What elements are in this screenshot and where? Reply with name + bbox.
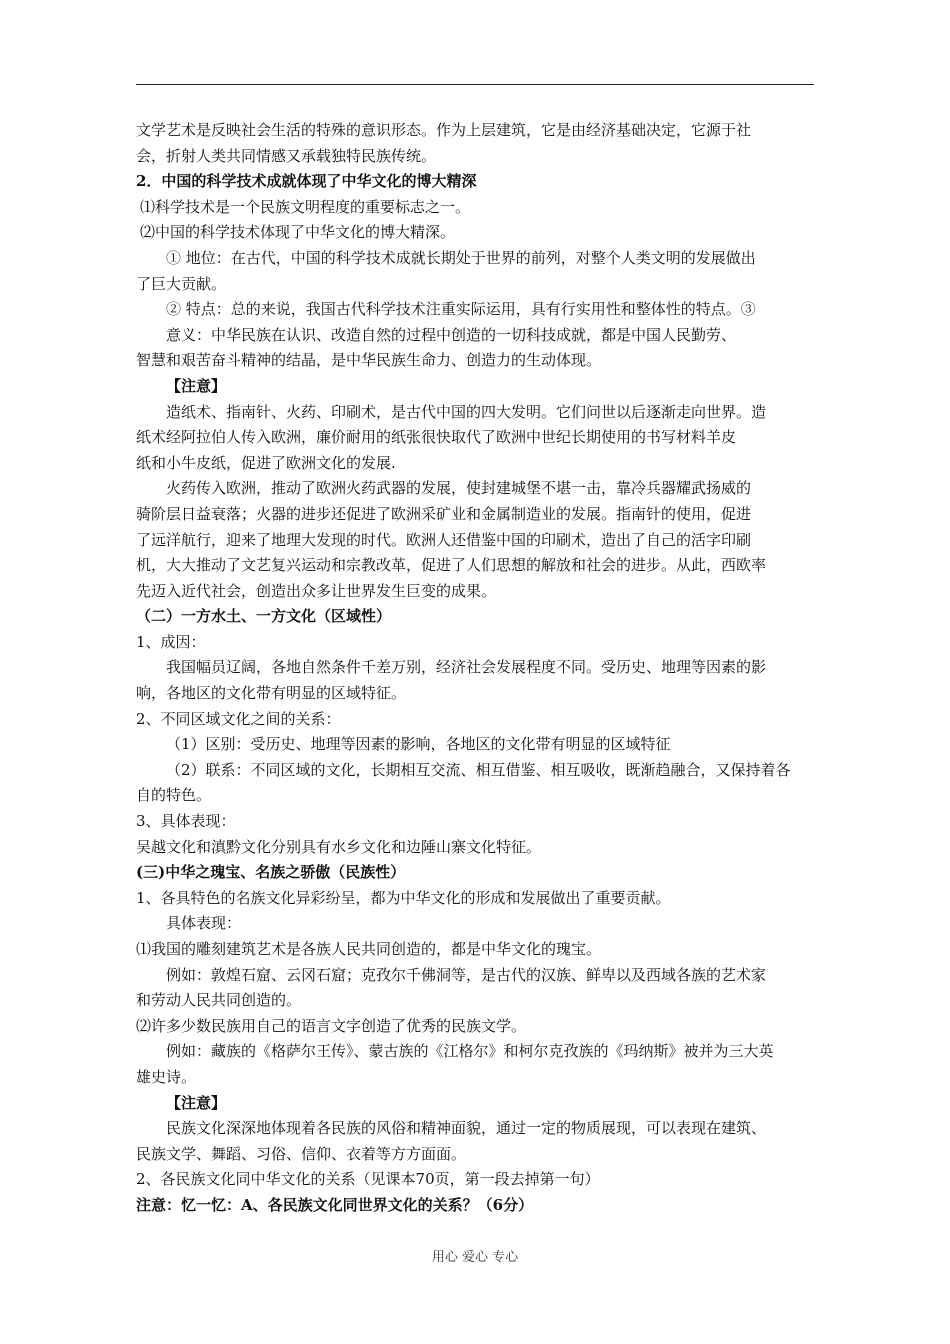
text-line: 注意：忆一忆：A、各民族文化同世界文化的关系？（6分） — [136, 1195, 534, 1214]
text-line: 1、成因： — [136, 632, 206, 651]
text-line: ⑴科学技术是一个民族文明程度的重要标志之一。 — [140, 197, 471, 216]
text-line: 【注意】 — [166, 1093, 227, 1112]
header-rule — [136, 84, 814, 85]
text-line: 造纸术、指南针、火药、印刷术，是古代中国的四大发明。它们问世以后逐渐走向世界。造 — [166, 402, 767, 421]
text-line: 民族文化深深地体现着各民族的风俗和精神面貌，通过一定的物质展现，可以表现在建筑、 — [166, 1119, 767, 1138]
text-line: 响，各地区的文化带有明显的区域特征。 — [136, 684, 407, 703]
text-line: 自的特色。 — [136, 786, 212, 805]
text-line: 例如：藏族的《格萨尔王传》、蒙古族的《江格尔》和柯尔克孜族的《玛纳斯》被并为三大英 — [166, 1042, 774, 1061]
text-line: 例如：敦煌石窟、云冈石窟；克孜尔千佛洞等，是古代的汉族、鲜卑以及西域各族的艺术家 — [166, 965, 767, 984]
document-body — [136, 118, 816, 1219]
text-line: 3、具体表现： — [136, 812, 236, 831]
text-line: 先迈入近代社会，创造出众多让世界发生巨变的成果。 — [136, 581, 497, 600]
text-line: 会，折射人类共同情感又承载独特民族传统。 — [136, 146, 437, 165]
text-line: 【注意】 — [166, 376, 227, 395]
text-line: （1）区别：受历史、地理等因素的影响，各地区的文化带有明显的区域特征 — [166, 735, 671, 754]
text-line: 纸术经阿拉伯人传入欧洲，廉价耐用的纸张很快取代了欧洲中世纪长期使用的书写材料羊皮 — [136, 428, 737, 447]
text-line: 2、各民族文化同中华文化的关系（见课本70页，第一段去掉第一句） — [136, 1170, 600, 1189]
text-line: ① 地位：在古代，中国的科学技术成就长期处于世界的前列，对整个人类文明的发展做出 — [166, 248, 756, 267]
text-line: ② 特点：总的来说，我国古代科学技术注重实际运用，具有行实用性和整体性的特点。③ — [166, 300, 756, 319]
text-line: 和劳动人民共同创造的。 — [136, 991, 302, 1010]
text-line: 文学艺术是反映社会生活的特殊的意识形态。作为上层建筑，它是由经济基础决定，它源于社 — [136, 121, 752, 139]
text-line: （二）一方水土、一方文化（区域性） — [136, 607, 392, 626]
text-line: 了巨大贡献。 — [136, 274, 227, 293]
text-line: 我国幅员辽阔，各地自然条件千差万别，经济社会发展程度不同。受历史、地理等因素的影 — [166, 658, 767, 677]
text-line: 智慧和艰苦奋斗精神的结晶，是中华民族生命力、创造力的生动体现。 — [136, 351, 602, 370]
page-footer: 用心 爱心 专心 — [431, 1250, 519, 1265]
text-line: 2、不同区域文化之间的关系： — [136, 709, 341, 728]
text-line: (三)中华之瑰宝、名族之骄傲（民族性） — [136, 863, 406, 882]
text-line: 骑阶层日益衰落；火器的进步还促进了欧洲采矿业和金属制造业的发展。指南针的使用，促进 — [136, 504, 752, 523]
text-line: ⑵许多少数民族用自己的语言文字创造了优秀的民族文学。 — [136, 1016, 527, 1035]
text-line: ⑴我国的雕刻建筑艺术是各族人民共同创造的，都是中华文化的瑰宝。 — [136, 940, 602, 958]
text-line: 火药传入欧洲，推动了欧洲火药武器的发展，使封建城堡不堪一击，靠冷兵器耀武扬威的 — [166, 479, 752, 498]
text-line: 纸和小牛皮纸，促进了欧洲文化的发展. — [136, 453, 396, 472]
text-line: 了远洋航行，迎来了地理大发现的时代。欧洲人还借鉴中国的印刷术，造出了自己的活字印刷 — [136, 530, 752, 549]
text-line: 雄史诗。 — [136, 1067, 197, 1086]
text-line: ⑵中国的科学技术体现了中华文化的博大精深。 — [140, 223, 456, 242]
text-line: 机，大大推动了文艺复兴运动和宗教改革，促进了人们思想的解放和社会的进步。从此，西欧率 — [136, 556, 767, 575]
text-line: 2．中国的科学技术成就体现了中华文化的博大精深 — [136, 172, 477, 191]
text-line: 1、各具特色的名族文化异彩纷呈，都为中华文化的形成和发展做出了重要贡献。 — [136, 888, 671, 907]
text-line: 意义：中华民族在认识、改造自然的过程中创造的一切科技成就，都是中国人民勤劳、 — [166, 325, 737, 344]
text-line: 吴越文化和滇黔文化分别具有水乡文化和边陲山寨文化特征。 — [136, 837, 542, 856]
text-line: 民族文学、舞蹈、习俗、信仰、衣着等方方面面。 — [136, 1144, 467, 1163]
text-line: 具体表现： — [166, 914, 242, 933]
text-line: （2）联系：不同区域的文化，长期相互交流、相互借鉴、相互吸收，既渐趋融合，又保持着各 — [166, 760, 791, 779]
